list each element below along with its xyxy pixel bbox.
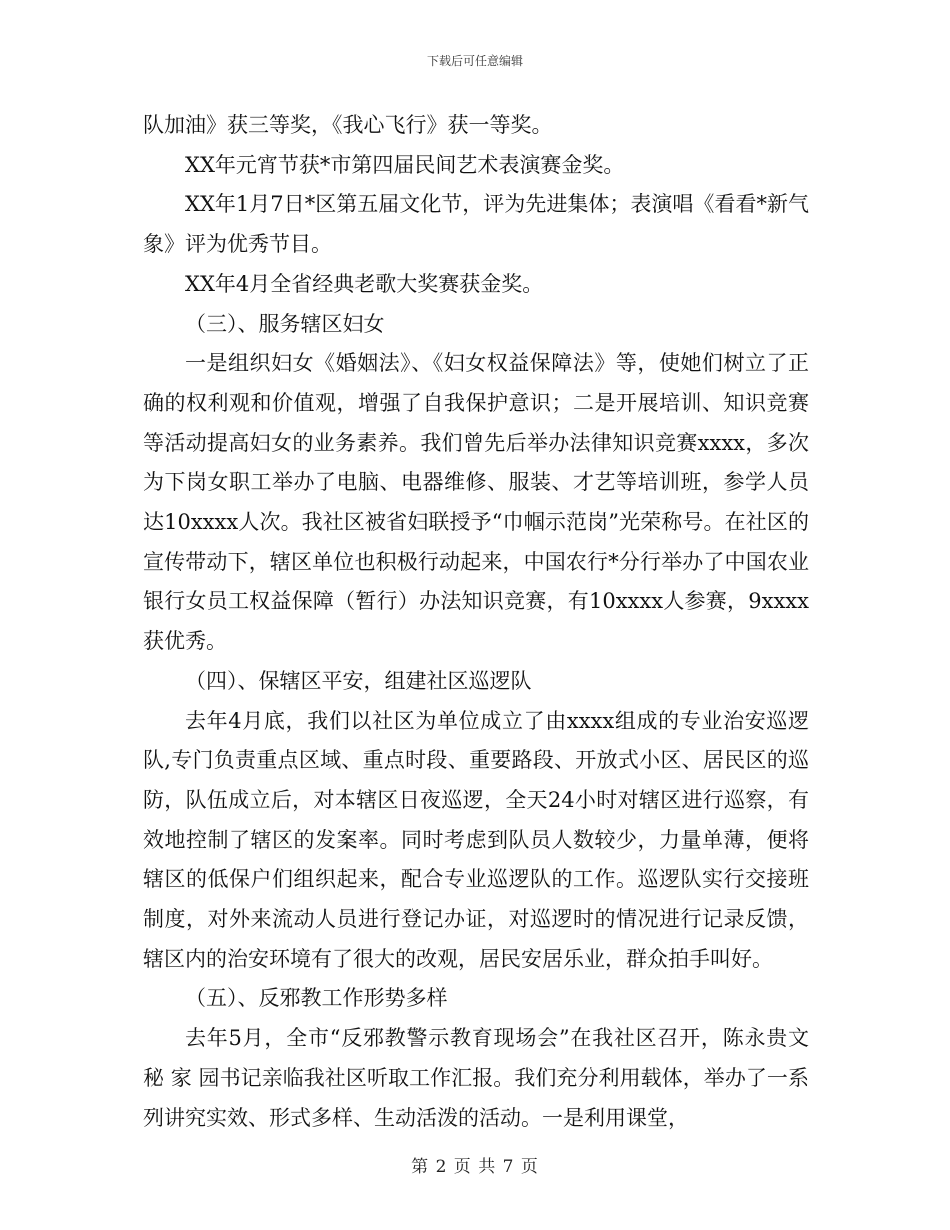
section-heading-4: （四）、保辖区平安，组建社区巡逻队 <box>185 668 532 693</box>
page-header: 下载后可任意编辑 <box>426 54 523 68</box>
paragraph-3: XX年1月7日*区第五届文化节，评为先进集体；表演唱《看看*新气象》评为优秀节目。 <box>143 192 809 257</box>
paragraph-7: 去年5月，全市“反邪教警示教育现场会”在我社区召开，陈永贵文 秘 家 园书记亲临我社区听取工作汇报。我们充分利用载体，举办了一系列讲究实效、形式多样、生动活泼的活动。一是利用课堂， <box>143 1026 816 1130</box>
paragraph-6: 去年4月底，我们以社区为单位成立了由xxxx组成的专业治安巡逻队,专门负责重点区域、重点时段、重要路段、开放式小区、居民区的巡防，队伍成立后，对本辖区日夜巡逻，全天24小时对辖区进行巡察，有效地控制了辖区的发案率。同时考虑到队员人数较少，力量单薄，便将辖区的低保户们组织起来，配合专业巡逻队的工作。巡逻队实行交接班制度，对外来流动人员进行登记办证，对巡逻时的情况进行记录反馈，辖区内的治安环境有了很大的改观，居民安居乐业，群众拍手叫好。 <box>143 708 809 971</box>
document-body <box>143 106 816 1138</box>
paragraph-4: XX年4月全省经典老歌大奖赛获金奖。 <box>185 271 544 296</box>
paragraph-5: 一是组织妇女《婚姻法》、《妇女权益保障法》等，使她们树立了正确的权利观和价值观，增强了自我保护意识；二是开展培训、知识竞赛等活动提高妇女的业务素养。我们曾先后举办法律知识竞赛xxxx，多次为下岗女职工举办了电脑、电器维修、服装、才艺等培训班，参学人员达10xxxx人次。我社区被省妇联授予“巾帼示范岗”光荣称号。在社区的宣传带动下，辖区单位也积极行动起来，中国农行*分行举办了中国农业银行女员工权益保障（暂行）办法知识竞赛，有10xxxx人参赛，9xxxx获优秀。 <box>143 351 809 654</box>
section-heading-5: （五）、反邪教工作形势多样 <box>185 986 448 1011</box>
paragraph-1: 队加油》获三等奖，《我心飞行》获一等奖。 <box>143 113 553 137</box>
paragraph-2: XX年元宵节获*市第四届民间艺术表演赛金奖。 <box>185 152 625 177</box>
section-heading-3: （三）、服务辖区妇女 <box>185 311 385 336</box>
page-number: 第 2 页 共 7 页 <box>411 1157 539 1177</box>
